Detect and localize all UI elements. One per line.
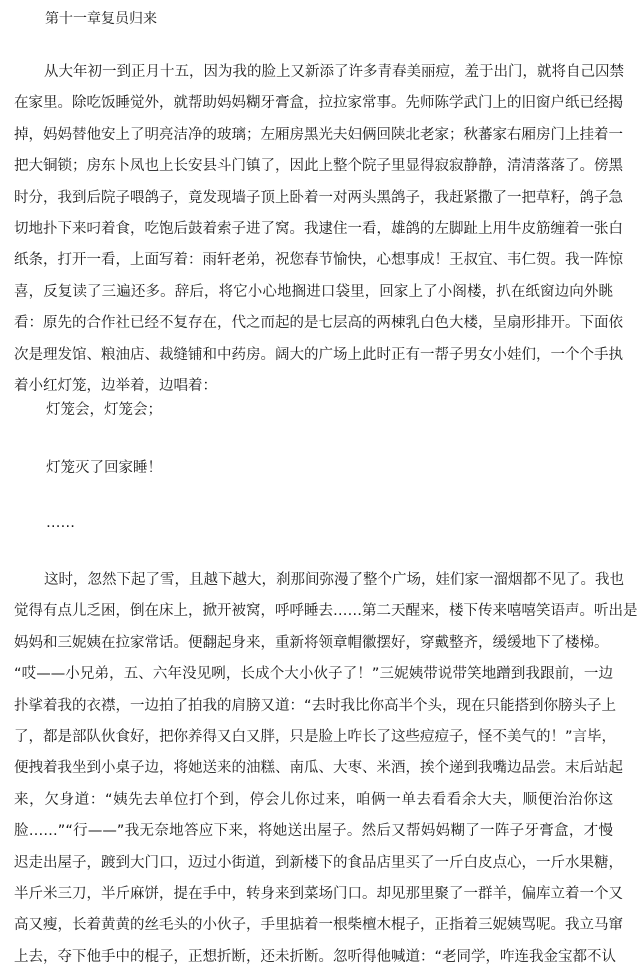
paragraph-line: 来，欠身道：“姨先去单位打个到，停会儿你过来，咱俩一单去看看余大夫，顺便治治你这	[14, 791, 613, 808]
paragraph-line: 次是理发馆、粮油店、裁缝铺和中药房。阔大的广场上此时正有一帮子男女小娃们，一个个手执	[14, 346, 623, 363]
paragraph-2	[0, 565, 638, 973]
paragraph-line: 时分，我到后院子喂鸽子，竟发现墙子顶上卧着一对两头黑鸽子，我赶紧撒了一把草籽，鸽子急	[14, 189, 623, 206]
paragraph-line: “哎——小兄弟，五、六年没见咧，长成个大小伙子了！”三妮姨带说带笑地蹭到我跟前，一边	[14, 666, 613, 683]
ellipsis: ……	[46, 515, 75, 531]
paragraph-line: 纸条，打开一看，上面写着：雨轩老弟，祝您春节愉快，心想事成！王叔宜、韦仁贺。我一阵惊	[14, 252, 623, 269]
paragraph-line: 扑挲着我的衣襟，一边拍了拍我的肩膀又道：“去时我比你高半个头，现在只能搭到你膀头子上	[14, 697, 617, 714]
song-line-2: 灯笼灭了回家睡！	[46, 460, 162, 476]
paragraph-line: 觉得有点儿乏困，倒在床上，掀开被窝，呼呼睡去……第二天醒来，楼下传来嘻嘻笑语声。听出是	[14, 603, 638, 620]
paragraph-line: 从大年初一到正月十五，因为我的脸上又新添了许多青春美丽痘，羞于出门，就将自己囚禁	[44, 64, 624, 80]
paragraph-line: 便拽着我坐到小桌子边，将她送来的油糕、南瓜、大枣、米酒，挨个递到我嘴边品尝。末后站起	[14, 760, 623, 777]
paragraph-line: 了，都是部队伙食好，把你养得又白又胖，只是脸上咋长了这些痘痘子，怪不美气的！”言毕，	[14, 728, 617, 745]
paragraph-line: 这时，忽然下起了雪，且越下越大，刹那间弥漫了整个广场，娃们家一溜烟都不见了。我也	[44, 572, 624, 588]
paragraph-line: 掉，妈妈替他安上了明亮洁净的玻璃；左厢房黑光夫妇俩回陕北老家；秋蕃家右厢房门上挂着一	[14, 126, 623, 143]
paragraph-1	[0, 57, 633, 402]
paragraph-line: 高又瘦，长着黄黄的丝毛头的小伙子，手里掂着一根柴檀木棍子，正指着三妮姨骂呢。我立马窜	[14, 917, 623, 934]
paragraph-line: 半斤米三刀，半斤麻饼，提在手中，转身来到菜场门口。却见那里聚了一群羊，偏库立着一个又	[14, 885, 623, 902]
song-line-1: 灯笼会，灯笼会；	[46, 402, 162, 418]
paragraph-line: 脸……”“行——”我无奈地答应下来，将她送出屋子。然后又帮妈妈糊了一阵子牙膏盒，才慢	[14, 823, 613, 840]
paragraph-line: 在家里。除吃饭睡觉外，就帮助妈妈糊牙膏盒，拉拉家常事。先师陈学武门上的旧窗户纸已经揭	[14, 95, 623, 112]
paragraph-line: 着小红灯笼，边举着，边唱着：	[14, 377, 217, 394]
chapter-title: 第十一章复员归来	[45, 11, 157, 27]
paragraph-line: 看：原先的合作社已经不复存在，代之而起的是七层高的两棟乳白色大楼，呈扇形排开。下面依	[14, 315, 623, 332]
paragraph-line: 妈妈和三妮姨在拉家常话。便翻起身来，重新将领章帽徽摆好，穿戴整齐，缓缓地下了楼梯。	[14, 634, 609, 651]
paragraph-line: 上去，夺下他手中的棍子，正想折断，还未折断。忽听得他喊道：“老同学，咋连我金宝都不认	[14, 948, 617, 965]
paragraph-line: 把大铜锁；房东卜凤也上长安县斗门镇了，因此上整个院子里显得寂寂静静，清清落落了。傍黑	[14, 158, 623, 175]
paragraph-line: 迟走出屋子，踱到大门口，迈过小街道，到新楼下的食品店里买了一斤白皮点心，一斤水果糖，	[14, 854, 623, 871]
paragraph-line: 喜，反复读了三遍还多。辞后，将它小心地搁进口袋里，回家上了小阁楼，扒在纸窗边向外眺	[14, 283, 613, 300]
paragraph-line: 切地扑下来叼着食，吃饱后鼓着索子进了窝。我逮住一看，雄鸽的左脚趾上用牛皮筋缠着一张白	[14, 220, 623, 237]
